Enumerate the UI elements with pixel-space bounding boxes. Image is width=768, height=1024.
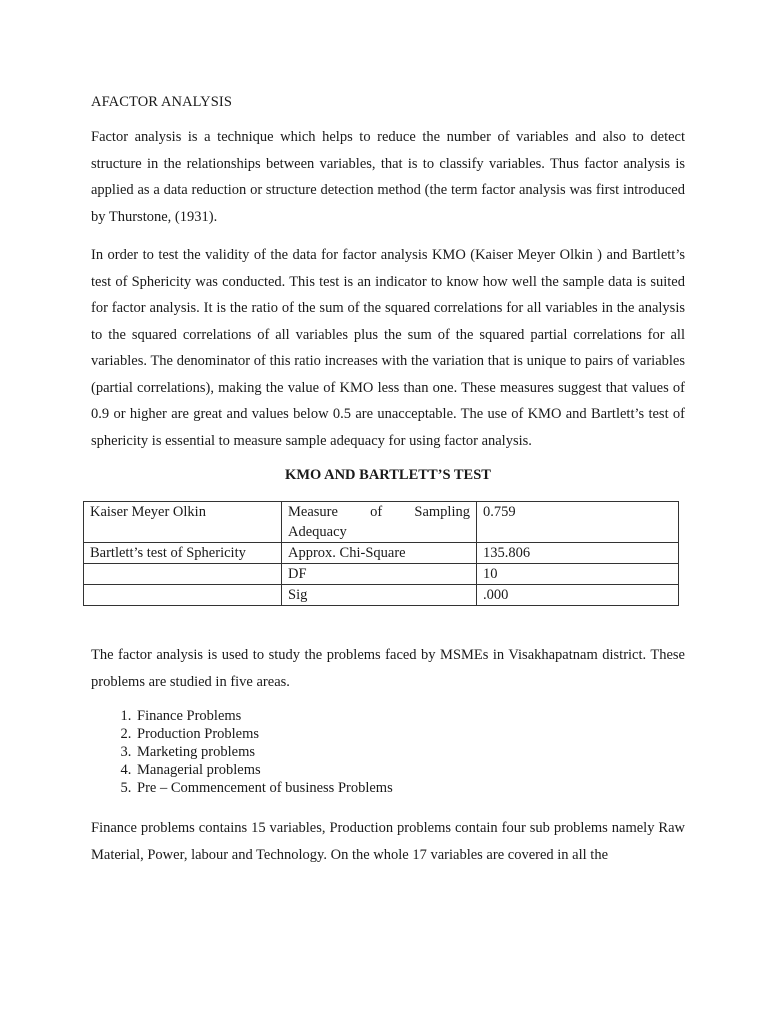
kmo-bartlett-table: [83, 501, 679, 606]
table-row: [84, 585, 679, 606]
table-cell: 0.759: [477, 502, 679, 543]
list-item: 1. Finance Problems: [135, 707, 685, 725]
table-row: [84, 543, 679, 564]
table-cell: Approx. Chi-Square: [282, 543, 477, 564]
table-cell: Kaiser Meyer Olkin: [84, 502, 282, 543]
table-cell: .000: [477, 585, 679, 606]
table-cell: DF: [282, 564, 477, 585]
paragraph-variables: Finance problems contains 15 variables, Production problems contain four sub problems namely Raw Material, Power, labour and Technology. On the whole 17 variables are covered in all the: [91, 820, 685, 863]
section-heading: AFACTOR ANALYSIS: [91, 94, 233, 110]
list-item: 3. Marketing problems: [135, 743, 685, 761]
table-cell: Sig: [282, 585, 477, 606]
table-cell: 135.806: [477, 543, 679, 564]
list-item: 5. Pre – Commencement of business Problems: [135, 779, 685, 797]
paragraph-intro: Factor analysis is a technique which helps to reduce the number of variables and also to detect structure in the relationships between variables, that is to classify variables. Thus factor analysis is applied as a data reduction or structure detection method (the term factor analysis was first introduced by Thurstone, (1931).: [91, 129, 685, 225]
table-row: [84, 564, 679, 585]
table-cell: Bartlett’s test of Sphericity: [84, 543, 282, 564]
list-item: 2. Production Problems: [135, 725, 685, 743]
paragraph-kmo-explanation: In order to test the validity of the data for factor analysis KMO (Kaiser Meyer Olkin ) and Bartlett’s test of Sphericity was conducted. This test is an indicator to know how well the sample data is suited for factor analysis. It is the ratio of the sum of the squared correlations for all variables in the analysis to the squared correlations of all variables plus the sum of the squared partial correlations for all variables. The denominator of this ratio increases with the variation that is unique to pairs of variables (partial correlations), making the value of KMO less than one. These measures suggest that values of 0.9 or higher are great and values below 0.5 are unacceptable. The use of KMO and Bartlett’s test of sphericity is essential to measure sample adequacy for using factor analysis.: [91, 247, 685, 449]
table-title: KMO AND BARTLETT’S TEST: [285, 467, 491, 483]
list-item: 4. Managerial problems: [135, 761, 685, 779]
problem-areas-list: [91, 707, 685, 797]
table-cell: 10: [477, 564, 679, 585]
table-cell: [84, 585, 282, 606]
table-row: [84, 502, 679, 543]
table-cell: [84, 564, 282, 585]
paragraph-msme-study: The factor analysis is used to study the problems faced by MSMEs in Visakhapatnam district. These problems are studied in five areas.: [91, 647, 685, 690]
table-cell: Measure of Sampling Adequacy: [282, 502, 477, 543]
document-body: [91, 92, 685, 880]
